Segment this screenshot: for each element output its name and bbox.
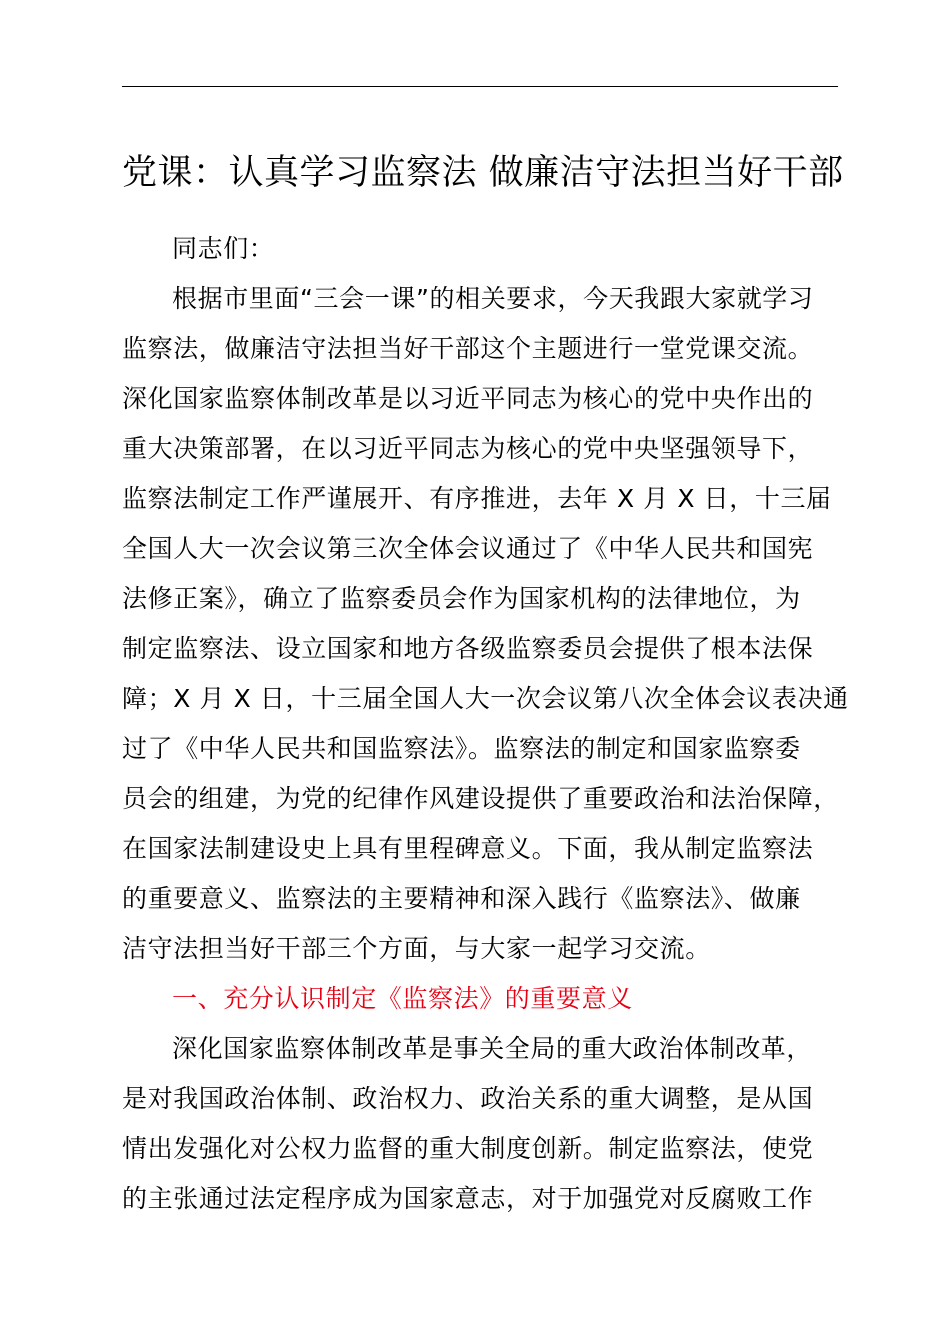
paragraph-line: 的主张通过法定程序成为国家意志，对于加强党对反腐败工作 — [122, 1184, 814, 1213]
paragraph-1 — [122, 274, 849, 974]
paragraph-line: 重大决策部署，在以习近平同志为核心的党中央坚强领导下， — [122, 434, 814, 463]
paragraph-line: 监察法，做廉洁守法担当好干部这个主题进行一堂党课交流。 — [122, 334, 814, 363]
salutation: 同志们： — [172, 234, 275, 263]
paragraph-line: 的重要意义、监察法的主要精神和深入践行《监察法》、做廉 — [122, 884, 801, 913]
document-body — [122, 224, 849, 1224]
paragraph-line: 过了《中华人民共和国监察法》。监察法的制定和国家监察委 — [122, 734, 801, 763]
paragraph-line: 全国人大一次会议第三次全体会议通过了《中华人民共和国宪 — [122, 534, 814, 563]
paragraph-line: 是对我国政治体制、政治权力、政治关系的重大调整，是从国 — [122, 1084, 814, 1113]
paragraph-line: 制定监察法、设立国家和地方各级监察委员会提供了根本法保 — [122, 634, 814, 663]
paragraph-line: 深化国家监察体制改革是事关全局的重大政治体制改革， — [172, 1034, 813, 1063]
paragraph-line: 根据市里面“三会一课”的相关要求，今天我跟大家就学习 — [172, 284, 814, 313]
paragraph-2 — [122, 1024, 842, 1224]
document-title: 党课：认真学习监察法 做廉洁守法担当好干部 — [122, 153, 844, 193]
paragraph-line: 情出发强化对公权力监督的重大制度创新。制定监察法，使党 — [122, 1134, 814, 1163]
paragraph-line: 在国家法制建设史上具有里程碑意义。下面，我从制定监察法 — [122, 834, 814, 863]
section-heading: 一、充分认识制定《监察法》的重要意义 — [172, 984, 633, 1013]
paragraph-line: 员会的组建，为党的纪律作风建设提供了重要政治和法治保障， — [122, 784, 839, 813]
paragraph-line: 洁守法担当好干部三个方面，与大家一起学习交流。 — [122, 934, 711, 963]
paragraph-line: 深化国家监察体制改革是以习近平同志为核心的党中央作出的 — [122, 384, 814, 413]
paragraph-line: 障；X 月 X 日，十三届全国人大一次会议第八次全体会议表决通 — [122, 684, 849, 713]
paragraph-line: 监察法制定工作严谨展开、有序推进，去年 X 月 X 日，十三届 — [122, 484, 832, 513]
header-rule — [122, 86, 838, 87]
paragraph-line: 法修正案》，确立了监察委员会作为国家机构的法律地位，为 — [122, 584, 801, 613]
